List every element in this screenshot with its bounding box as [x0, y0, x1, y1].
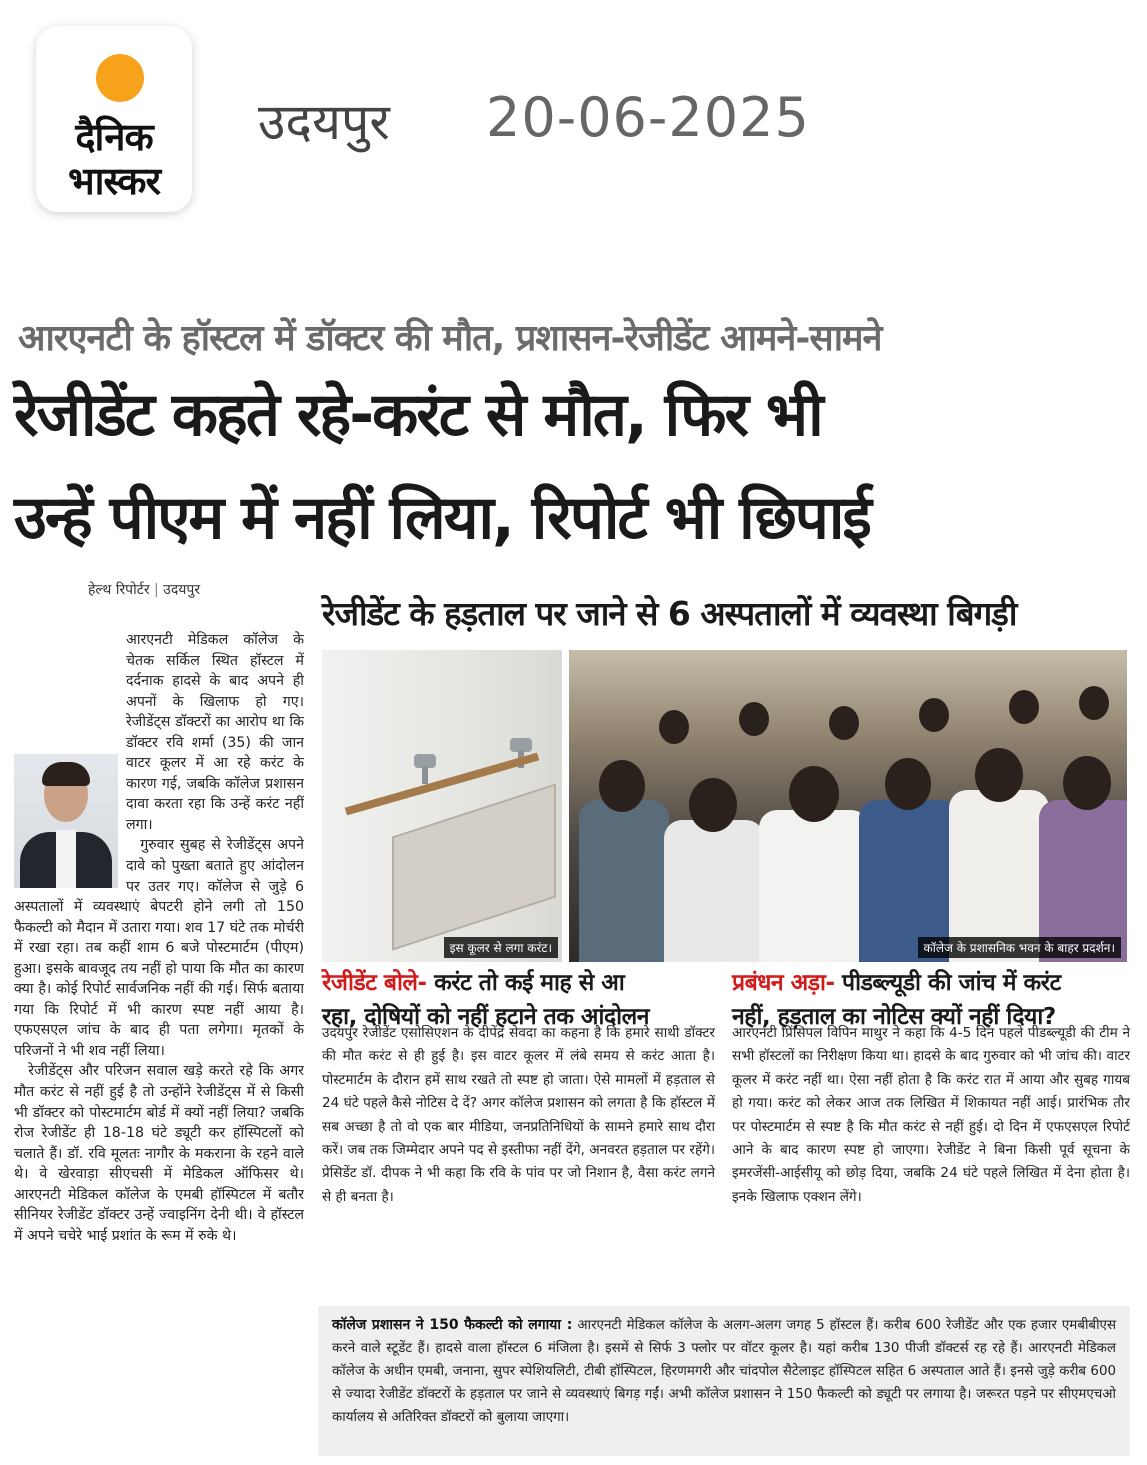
faculty-info-box — [318, 1306, 1130, 1456]
protest-caption: कॉलेज के प्रशासनिक भवन के बाहर प्रदर्शन। — [918, 937, 1121, 958]
resident-story-head-rest: करंट तो कई माह से आ — [434, 970, 625, 996]
faculty-box-text: आरएनटी मेडिकल कॉलेज के अलग-अलग जगह 5 हॉस्टल हैं। करीब 600 रेजीडेंट और एक हजार एमबीबीएस करने वाले स्टूडेंट हैं। हादसे वाला हॉस्टल 6 मंजिला है। इसमें से सिर्फ 3 फ्लोर पर वॉटर कूलर है। यहां करीब 130 पीजी डॉक्टर्स रह रहे हैं। आरएनटी मेडिकल कॉलेज के अधीन एमबी, जनाना, सुपर स्पेशियलिटी, टीबी हॉस्पिटल, हिरणमगरी और चांदपोल सैटेलाइट हॉस्पिटल सहित 6 अस्पताल आते हैं। इनसे जुड़े करीब 600 से ज्यादा रेजीडेंट डॉक्टरों के हड़ताल पर जाने से व्यवस्थाएं बिगड़ गईं। अभी कॉलेज प्रशासन ने 150 फैकल्टी को ड्यूटी पर लगाया है। जरूरत पड़ने पर सीएमएचओ कार्यालय से अतिरिक्त डॉक्टरों को बुलाया जाएगा। — [332, 1318, 1117, 1425]
admin-story-text: आरएनटी प्रिंसिपल विपिन माथुर ने कहा कि 4-5 दिन पहले पीडब्ल्यूडी की टीम ने सभी हॉस्टलों का निरीक्षण किया था। हादसे के बाद गुरुवार को भी जांच की। वाटर कूलर में करंट नहीं था। ऐसा नहीं होता है कि करंट रात में आया और सुबह गायब हो गया। करंट को लेकर आज तक लिखित में शिकायत नहीं आई। प्रारंभिक तौर पर पोस्टमार्टम से स्पष्ट है कि मौत करंट से नहीं हुई। दो दिन में एफएसएल रिपोर्ट आने के बाद कारण स्पष्ट हो जाएगा। रेजीडेंट ने बिना किसी पूर्व सूचना के इमरजेंसी-आईसीयू को छोड़ दिया, जबकि 24 घंटे पहले लिखित में देना होता है। इनके खिलाफ एक्शन लेंगे। — [732, 1025, 1130, 1205]
photo-strip-title: रेजीडेंट के हड़ताल पर जाने से 6 अस्पतालों में व्यवस्था बिगड़ी — [322, 594, 1017, 633]
article-text-intro: आरएनटी मेडिकल कॉलेज के चेतक सर्किल स्थित हॉस्टल में दर्दनाक हादसे के बाद अपने ही अपनों के खिलाफ हो गए। रेजीडेंट्स डॉक्टरों का आरोप था कि डॉक्टर रवि शर्मा (35) की जान वाटर कूलर में आ — [126, 632, 304, 772]
cooler-caption: इस कूलर से लगा करंट। — [444, 937, 558, 958]
admin-story-head-rest: पीडब्ल्यूडी की जांच में करंट — [842, 970, 1061, 996]
water-cooler-photo — [322, 650, 562, 962]
article-kicker: आरएनटी के हॉस्टल में डॉक्टर की मौत, प्रशासन-रेजीडेंट आमने-सामने — [18, 318, 882, 359]
logo-word-bottom: भास्कर — [67, 159, 161, 203]
byline: हेल्थ रिपोर्टर | उदयपुर — [88, 582, 201, 598]
admin-story-head-line2: नहीं, हड़ताल का नोटिस क्यों नहीं दिया? — [732, 1004, 1056, 1030]
logo-word-top: दैनिक — [75, 115, 153, 159]
sun-icon — [96, 54, 144, 102]
article-paragraph-3: रेजीडेंट्स और परिजन सवाल खड़े करते रहे कि अगर मौत करंट से नहीं हुई है तो उन्होंने रेजीडेंट्स में से किसी भी डॉक्टर को पोस्टमार्टम बोर्ड में क्यों नहीं लिया? जबकि रोज रेजीडेंट ही 18-18 घंटे ड्यूटी कर हॉस्पिटलों को चलाते हैं। डॉ. रवि मूलतः नागौर के मकराना के रहने वाले थे। वे खेरवाड़ा सीएचसी में मेडिकल ऑफिसर थे। आरएनटी मेडिकल कॉलेज के एमबी हॉस्पिटल में बतौर सीनियर रेजीडेंट डॉक्टर उन्हें ज्वाइनिंग देनी थी। वे हॉस्टल में अपने चचेरे भाई प्रशांत के रूम में रुके थे। — [14, 1063, 304, 1244]
edition-city: उदयपुर — [258, 93, 390, 151]
edition-date: 20-06-2025 — [486, 86, 810, 149]
byline-reporter: हेल्थ रिपोर्टर — [88, 582, 150, 598]
admin-story-lead: प्रबंधन अड़ा- — [732, 970, 835, 996]
protest-photo — [569, 650, 1127, 962]
resident-story-lead: रेजीडेंट बोले- — [322, 970, 427, 996]
headline-line-2: उन्हें पीएम में नहीं लिया, रिपोर्ट भी छिपाई — [14, 483, 870, 553]
newspaper-logo — [36, 26, 192, 212]
byline-city: उदयपुर — [163, 582, 201, 598]
article-text-beside-photo: रहे करंट के कारण गई, जबकि कॉलेज प्रशासन दावा करता रहा कि उन्हें करंट नहीं लगा। — [126, 755, 304, 833]
resident-story-head-line2: रहा, दोषियों को नहीं हटाने तक आंदोलन — [322, 1004, 649, 1030]
headline-line-1: रेजीडेंट कहते रहे-करंट से मौत, फिर भी — [14, 380, 822, 450]
main-article-column — [14, 630, 304, 1460]
resident-story-text: उदयपुर रेजीडेंट एसोसिएशन के दीपेंद्र सेवदा का कहना है कि हमारे साथी डॉक्टर की मौत करंट से ही हुई है। इस वाटर कूलर में लंबे समय से करंट आता है। पोस्टमार्टम के दौरान हमें साथ रखते तो स्पष्ट हो जाता। ऐसे मामलों में हड़ताल से 24 घंटे पहले कैसे नोटिस दे दें? अगर कॉलेज प्रशासन को लगता है कि हॉस्टल में सब अच्छा है तो वो एक बार मीडिया, जनप्रतिनिधियों के सामने हमारे साथ दौरा करें। जब तक जिम्मेदार अपने पद से इस्तीफा नहीं देंगे, अनवरत हड़ताल पर रहेंगे। प्रेसिडेंट डॉ. दीपक ने भी कहा कि रवि के पांव पर जो निशान है, वैसा करंट लगने से ही बनता है। — [322, 1025, 715, 1205]
faculty-box-title: कॉलेज प्रशासन ने 150 फैकल्टी को लगाया : — [332, 1317, 573, 1333]
article-paragraph-2: गुरुवार सुबह से रेजीडेंट्स अपने दावे को पुख्ता बताते हुए आंदोलन पर उतर गए। कॉलेज से जुड़े 6 अस्पतालों में व्यवस्थाएं बेपटरी होने लगी तो 150 फैकल्टी को मैदान में उतारा गया। शव 17 घंटे तक मोर्चरी में रखा रहा। तब कहीं शाम 6 बजे पोस्टमार्टम (पीएम) हुआ। इसके बावजूद तय नहीं हो पाया कि मौत का कारण क्या है। कोई रिपोर्ट सार्वजनिक नहीं की गई। सिर्फ बताया गया कि रिपोर्ट में भी कारण स्पष्ट नहीं आया है। एफएसएल जांच के बाद ही पता लगेगा। मृतकों के परिजनों ने भी शव नहीं लिया। — [14, 837, 304, 1059]
reporter-photo — [14, 754, 118, 888]
